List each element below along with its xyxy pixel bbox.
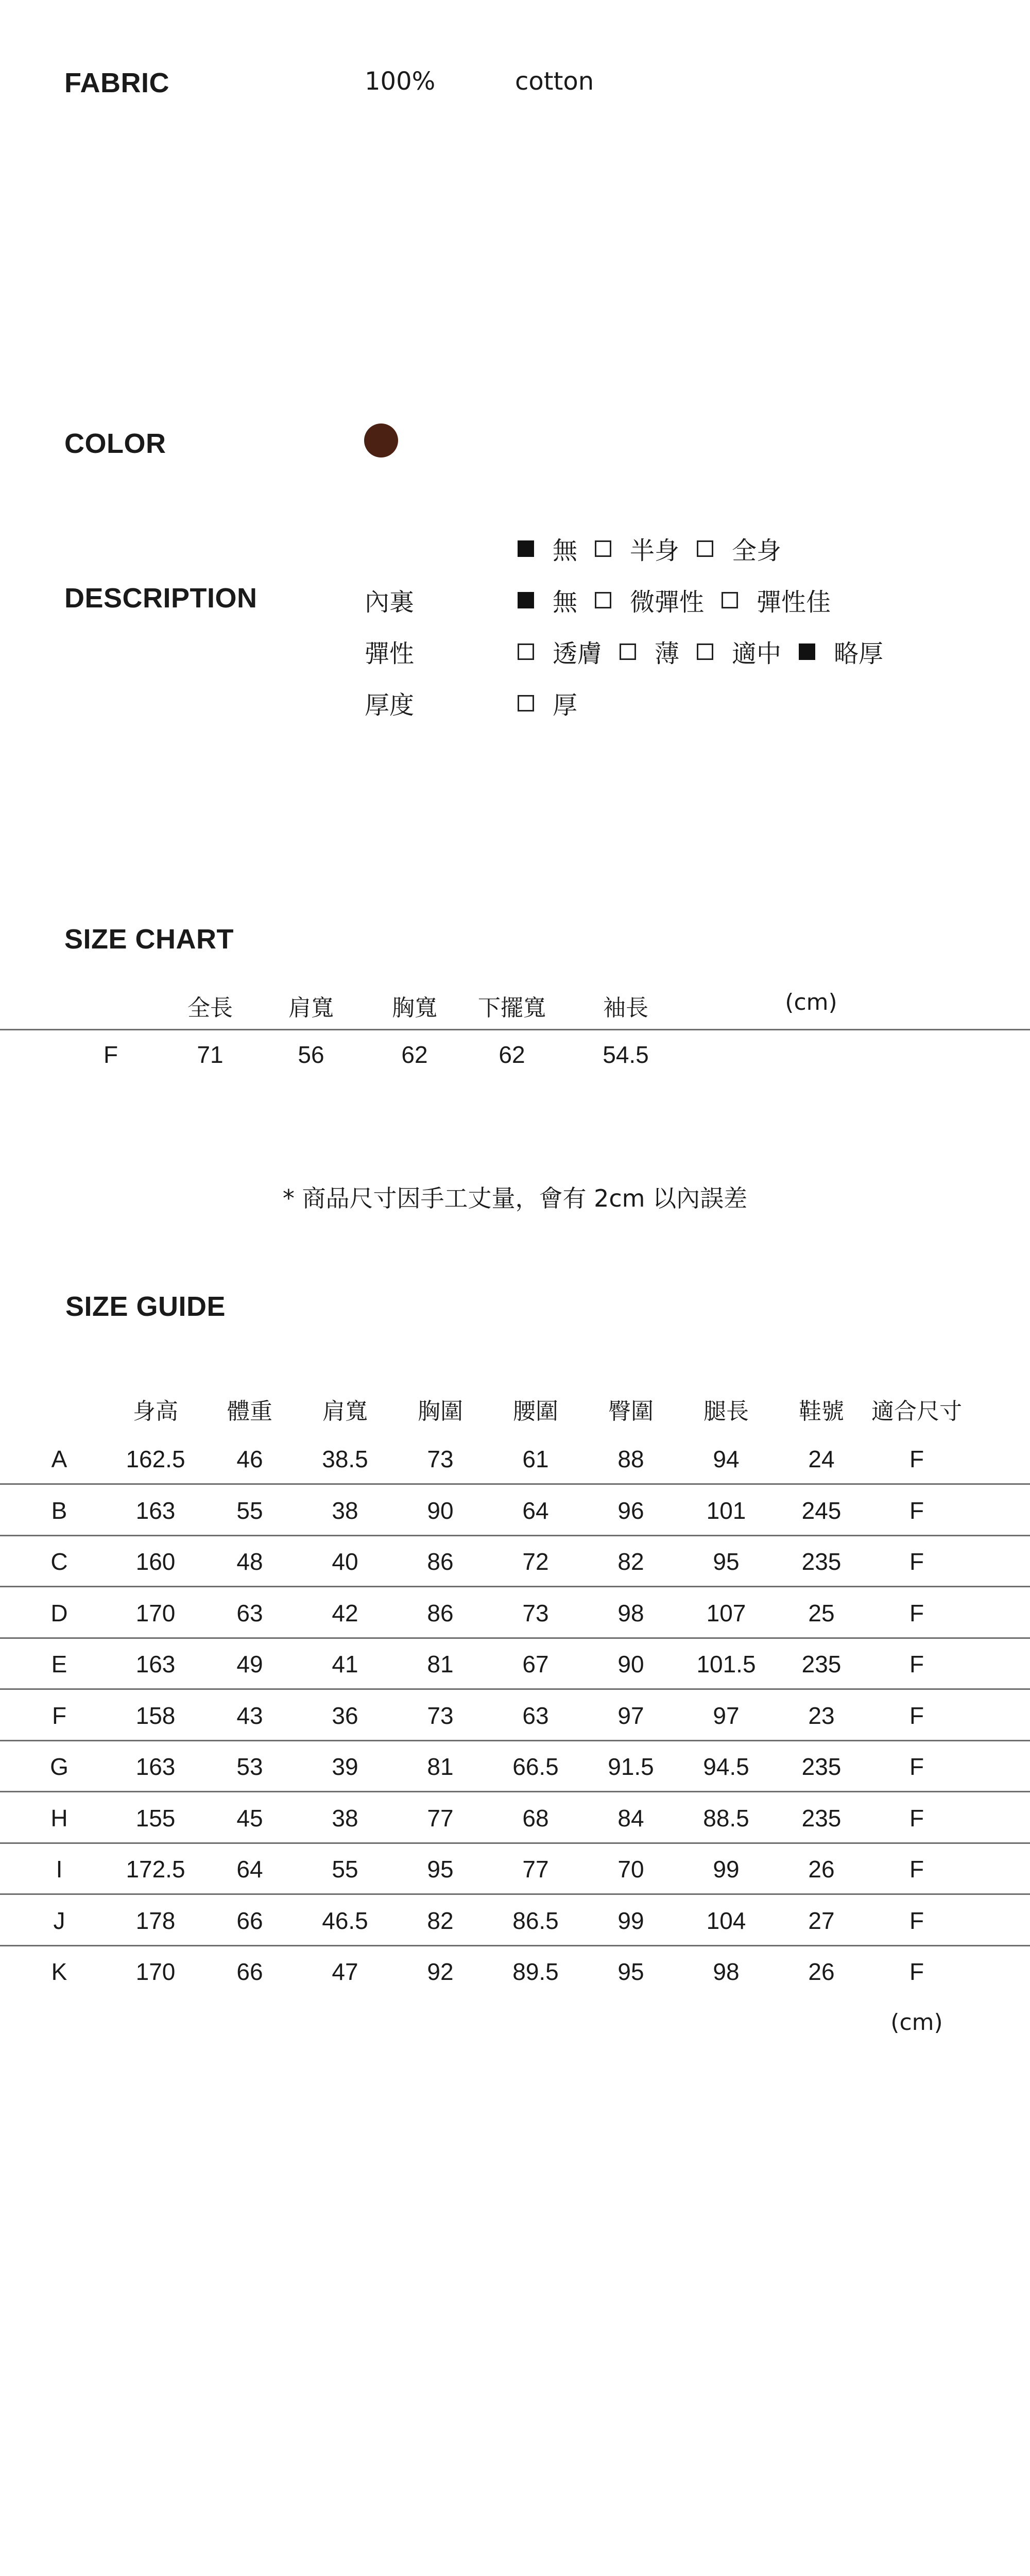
size-guide-cell: F [909,1958,924,1985]
size-guide-row-id: B [51,1497,67,1524]
size-guide-row-id: K [51,1958,67,1985]
size-chart-unit: (cm) [785,989,837,1015]
size-guide-cell: 107 [706,1600,746,1626]
size-guide-cell: 73 [427,1702,454,1729]
size-guide-divider [0,1586,1030,1587]
description-option [697,531,781,566]
size-guide-header: 身高 [133,1398,178,1425]
size-guide-cell: 81 [427,1753,454,1780]
unchecked-box-icon [595,540,611,557]
unchecked-box-icon [697,643,713,660]
size-guide-title: SIZE GUIDE [65,1291,226,1322]
size-guide-cell: 94 [713,1446,740,1472]
size-guide-cell: 38 [332,1497,358,1524]
size-guide-cell: 163 [135,1651,176,1677]
size-chart-cell: 56 [298,1041,324,1068]
size-guide-cell: 26 [808,1856,835,1883]
size-guide-row-id: J [53,1907,65,1934]
description-option [518,582,577,618]
size-guide-cell: 91.5 [608,1753,654,1780]
size-chart-cell: 54.5 [603,1041,649,1068]
size-guide-divider [0,1535,1030,1536]
size-guide-cell: 73 [427,1446,454,1472]
size-chart-header: 胸寬 [392,995,437,1021]
size-guide-divider [0,1945,1030,1946]
size-guide-cell: 88 [617,1446,644,1472]
size-guide-cell: 97 [617,1702,644,1729]
size-guide-row-id: A [51,1446,67,1472]
unchecked-box-icon [595,592,611,608]
size-chart-title: SIZE CHART [64,924,234,955]
description-option-row [518,582,848,618]
size-guide-cell: 90 [617,1651,644,1677]
size-guide-row [0,1445,1030,1486]
size-guide-cell: 66 [236,1958,263,1985]
size-guide-row-id: D [50,1600,68,1626]
size-guide-cell: F [909,1907,924,1934]
description-option-row [518,531,799,566]
size-guide-cell: 89.5 [512,1958,559,1985]
fabric-percent: 100% [365,67,436,96]
size-guide-cell: 77 [427,1805,454,1832]
size-guide-cell: 43 [236,1702,263,1729]
size-chart-header: 全長 [187,995,233,1021]
size-guide-cell: 86.5 [512,1907,559,1934]
size-guide-cell: 88.5 [703,1805,749,1832]
size-guide-row [0,1958,1030,1999]
size-guide-cell: 55 [332,1856,358,1883]
size-chart-cell: 71 [197,1041,224,1068]
description-label: DESCRIPTION [64,583,258,614]
size-guide-row [0,1855,1030,1896]
size-guide-header: 體重 [227,1398,272,1425]
size-guide-cell: 41 [332,1651,358,1677]
size-guide-cell: F [909,1600,924,1626]
size-guide-cell: 95 [427,1856,454,1883]
size-guide-cell: 38 [332,1805,358,1832]
size-guide-cell: 170 [135,1958,176,1985]
size-guide-row [0,1650,1030,1691]
description-option-label: 薄 [655,639,680,668]
size-guide-cell: 86 [427,1600,454,1626]
size-guide-cell: F [909,1753,924,1780]
size-guide-cell: 77 [522,1856,549,1883]
size-guide-cell: 42 [332,1600,358,1626]
size-guide-row [0,1702,1030,1743]
description-option-label: 全身 [732,536,782,565]
size-guide-cell: F [909,1446,924,1472]
size-guide-divider [0,1740,1030,1741]
size-guide-cell: 64 [236,1856,263,1883]
size-guide-cell: 26 [808,1958,835,1985]
size-guide-cell: 45 [236,1805,263,1832]
size-guide-cell: 163 [135,1497,176,1524]
size-guide-row-id: E [51,1651,67,1677]
unchecked-box-icon [518,643,534,660]
size-guide-cell: 90 [427,1497,454,1524]
checked-box-icon [518,592,534,608]
size-guide-cell: 48 [236,1548,263,1575]
size-guide-cell: 61 [522,1446,549,1472]
description-option [595,531,679,566]
size-guide-row [0,1907,1030,1948]
size-guide-cell: 95 [713,1548,740,1575]
size-chart-note: * 商品尺寸因手工丈量，會有 2cm 以內誤差 [282,1184,748,1212]
size-chart-cell: 62 [499,1041,525,1068]
size-guide-cell: 95 [617,1958,644,1985]
color-label: COLOR [64,428,166,459]
size-chart-cell: 62 [401,1041,428,1068]
size-guide-cell: F [909,1805,924,1832]
description-option [697,634,781,669]
size-guide-cell: F [909,1856,924,1883]
size-guide-cell: 94.5 [703,1753,749,1780]
size-guide-cell: 178 [135,1907,176,1934]
size-guide-cell: 163 [135,1753,176,1780]
size-guide-cell: 84 [617,1805,644,1832]
size-guide-header: 肩寬 [322,1398,368,1425]
size-guide-cell: 235 [801,1651,842,1677]
size-guide-cell: 99 [617,1907,644,1934]
size-guide-divider [0,1842,1030,1844]
size-guide-row-id: H [50,1805,68,1832]
size-guide-cell: F [909,1651,924,1677]
size-guide-cell: 68 [522,1805,549,1832]
size-guide-cell: F [909,1702,924,1729]
size-guide-cell: 162.5 [126,1446,185,1472]
size-guide-cell: 160 [135,1548,176,1575]
description-option-label: 無 [553,536,578,565]
description-option-label: 略厚 [834,639,884,668]
size-guide-cell: 66.5 [512,1753,559,1780]
fabric-label: FABRIC [64,67,169,98]
size-guide-cell: 36 [332,1702,358,1729]
description-option [518,634,602,669]
size-guide-cell: 96 [617,1497,644,1524]
size-guide-cell: 70 [617,1856,644,1883]
size-guide-cell: 104 [706,1907,746,1934]
size-guide-cell: 24 [808,1446,835,1472]
description-option [595,582,704,618]
size-guide-cell: 53 [236,1753,263,1780]
description-option [518,685,577,721]
size-chart-header: 下擺寬 [478,995,546,1021]
unchecked-box-icon [697,540,713,557]
size-guide-cell: 245 [801,1497,842,1524]
size-guide-cell: 55 [236,1497,263,1524]
description-option [722,582,831,618]
size-guide-row-id: F [52,1702,67,1729]
size-guide-divider [0,1893,1030,1895]
size-guide-cell: 64 [522,1497,549,1524]
size-guide-cell: 27 [808,1907,835,1934]
size-guide-cell: 92 [427,1958,454,1985]
size-guide-cell: 98 [713,1958,740,1985]
checked-box-icon [799,643,815,660]
unchecked-box-icon [620,643,636,660]
size-guide-cell: 82 [617,1548,644,1575]
size-guide-row [0,1753,1030,1794]
size-guide-cell: 40 [332,1548,358,1575]
size-guide-header: 腿長 [703,1398,749,1425]
size-guide-row [0,1804,1030,1845]
size-guide-divider [0,1791,1030,1792]
description-option-label: 透膚 [553,639,603,668]
size-guide-row [0,1548,1030,1589]
size-guide-row-id: I [56,1856,63,1883]
description-option-label: 半身 [630,536,680,565]
description-option [799,634,883,669]
size-guide-header: 臀圍 [608,1398,654,1425]
description-option [620,634,679,669]
size-guide-cell: 72 [522,1548,549,1575]
description-option-row [518,634,901,669]
checked-box-icon [518,540,534,557]
size-guide-cell: 49 [236,1651,263,1677]
size-guide-row-id: G [50,1753,68,1780]
size-guide-divider [0,1637,1030,1639]
size-guide-cell: 98 [617,1600,644,1626]
description-option [518,531,577,566]
description-option-label: 厚 [553,691,578,720]
size-guide-cell: 47 [332,1958,358,1985]
size-guide-cell: 25 [808,1600,835,1626]
size-chart-header: 袖長 [603,995,648,1021]
size-guide-cell: 63 [236,1600,263,1626]
size-guide-row [0,1599,1030,1640]
size-guide-cell: 99 [713,1856,740,1883]
size-guide-cell: 101.5 [696,1651,756,1677]
size-guide-cell: 63 [522,1702,549,1729]
size-guide-cell: F [909,1548,924,1575]
size-chart-header: 肩寬 [288,995,334,1021]
size-guide-row-id: C [50,1548,68,1575]
size-guide-cell: 86 [427,1548,454,1575]
size-guide-cell: 170 [135,1600,176,1626]
size-guide-cell: 82 [427,1907,454,1934]
description-row-name: 厚度 [365,691,415,720]
unchecked-box-icon [518,695,534,711]
size-guide-cell: 235 [801,1805,842,1832]
size-guide-cell: 39 [332,1753,358,1780]
description-option-label: 彈性佳 [757,588,831,617]
size-guide-cell: F [909,1497,924,1524]
size-guide-cell: 46 [236,1446,263,1472]
size-guide-cell: 235 [801,1548,842,1575]
size-guide-divider [0,1483,1030,1485]
size-guide-cell: 81 [427,1651,454,1677]
fabric-material: cotton [515,67,594,96]
size-guide-cell: 67 [522,1651,549,1677]
description-option-label: 無 [553,588,578,617]
size-guide-cell: 23 [808,1702,835,1729]
size-guide-cell: 73 [522,1600,549,1626]
color-swatch [364,423,398,457]
size-guide-cell: 101 [706,1497,746,1524]
size-guide-row [0,1497,1030,1538]
size-guide-cell: 158 [135,1702,176,1729]
size-guide-unit: (cm) [890,2009,943,2036]
size-guide-cell: 38.5 [322,1446,368,1472]
size-guide-header: 鞋號 [799,1398,844,1425]
description-row-name: 彈性 [365,639,415,668]
size-guide-cell: 172.5 [126,1856,185,1883]
size-guide-header: 適合尺寸 [871,1398,962,1425]
size-guide-cell: 155 [135,1805,176,1832]
size-guide-divider [0,1688,1030,1690]
description-option-row [518,685,595,721]
description-row-name: 內裏 [365,588,415,617]
size-chart-size-label: F [103,1041,118,1068]
size-guide-cell: 235 [801,1753,842,1780]
unchecked-box-icon [722,592,738,608]
size-guide-cell: 46.5 [322,1907,368,1934]
size-chart-divider [0,1029,1030,1030]
description-option-label: 微彈性 [630,588,705,617]
size-guide-header: 胸圍 [418,1398,463,1425]
size-guide-cell: 97 [713,1702,740,1729]
description-option-label: 適中 [732,639,782,668]
size-guide-cell: 66 [236,1907,263,1934]
size-guide-header: 腰圍 [513,1398,558,1425]
